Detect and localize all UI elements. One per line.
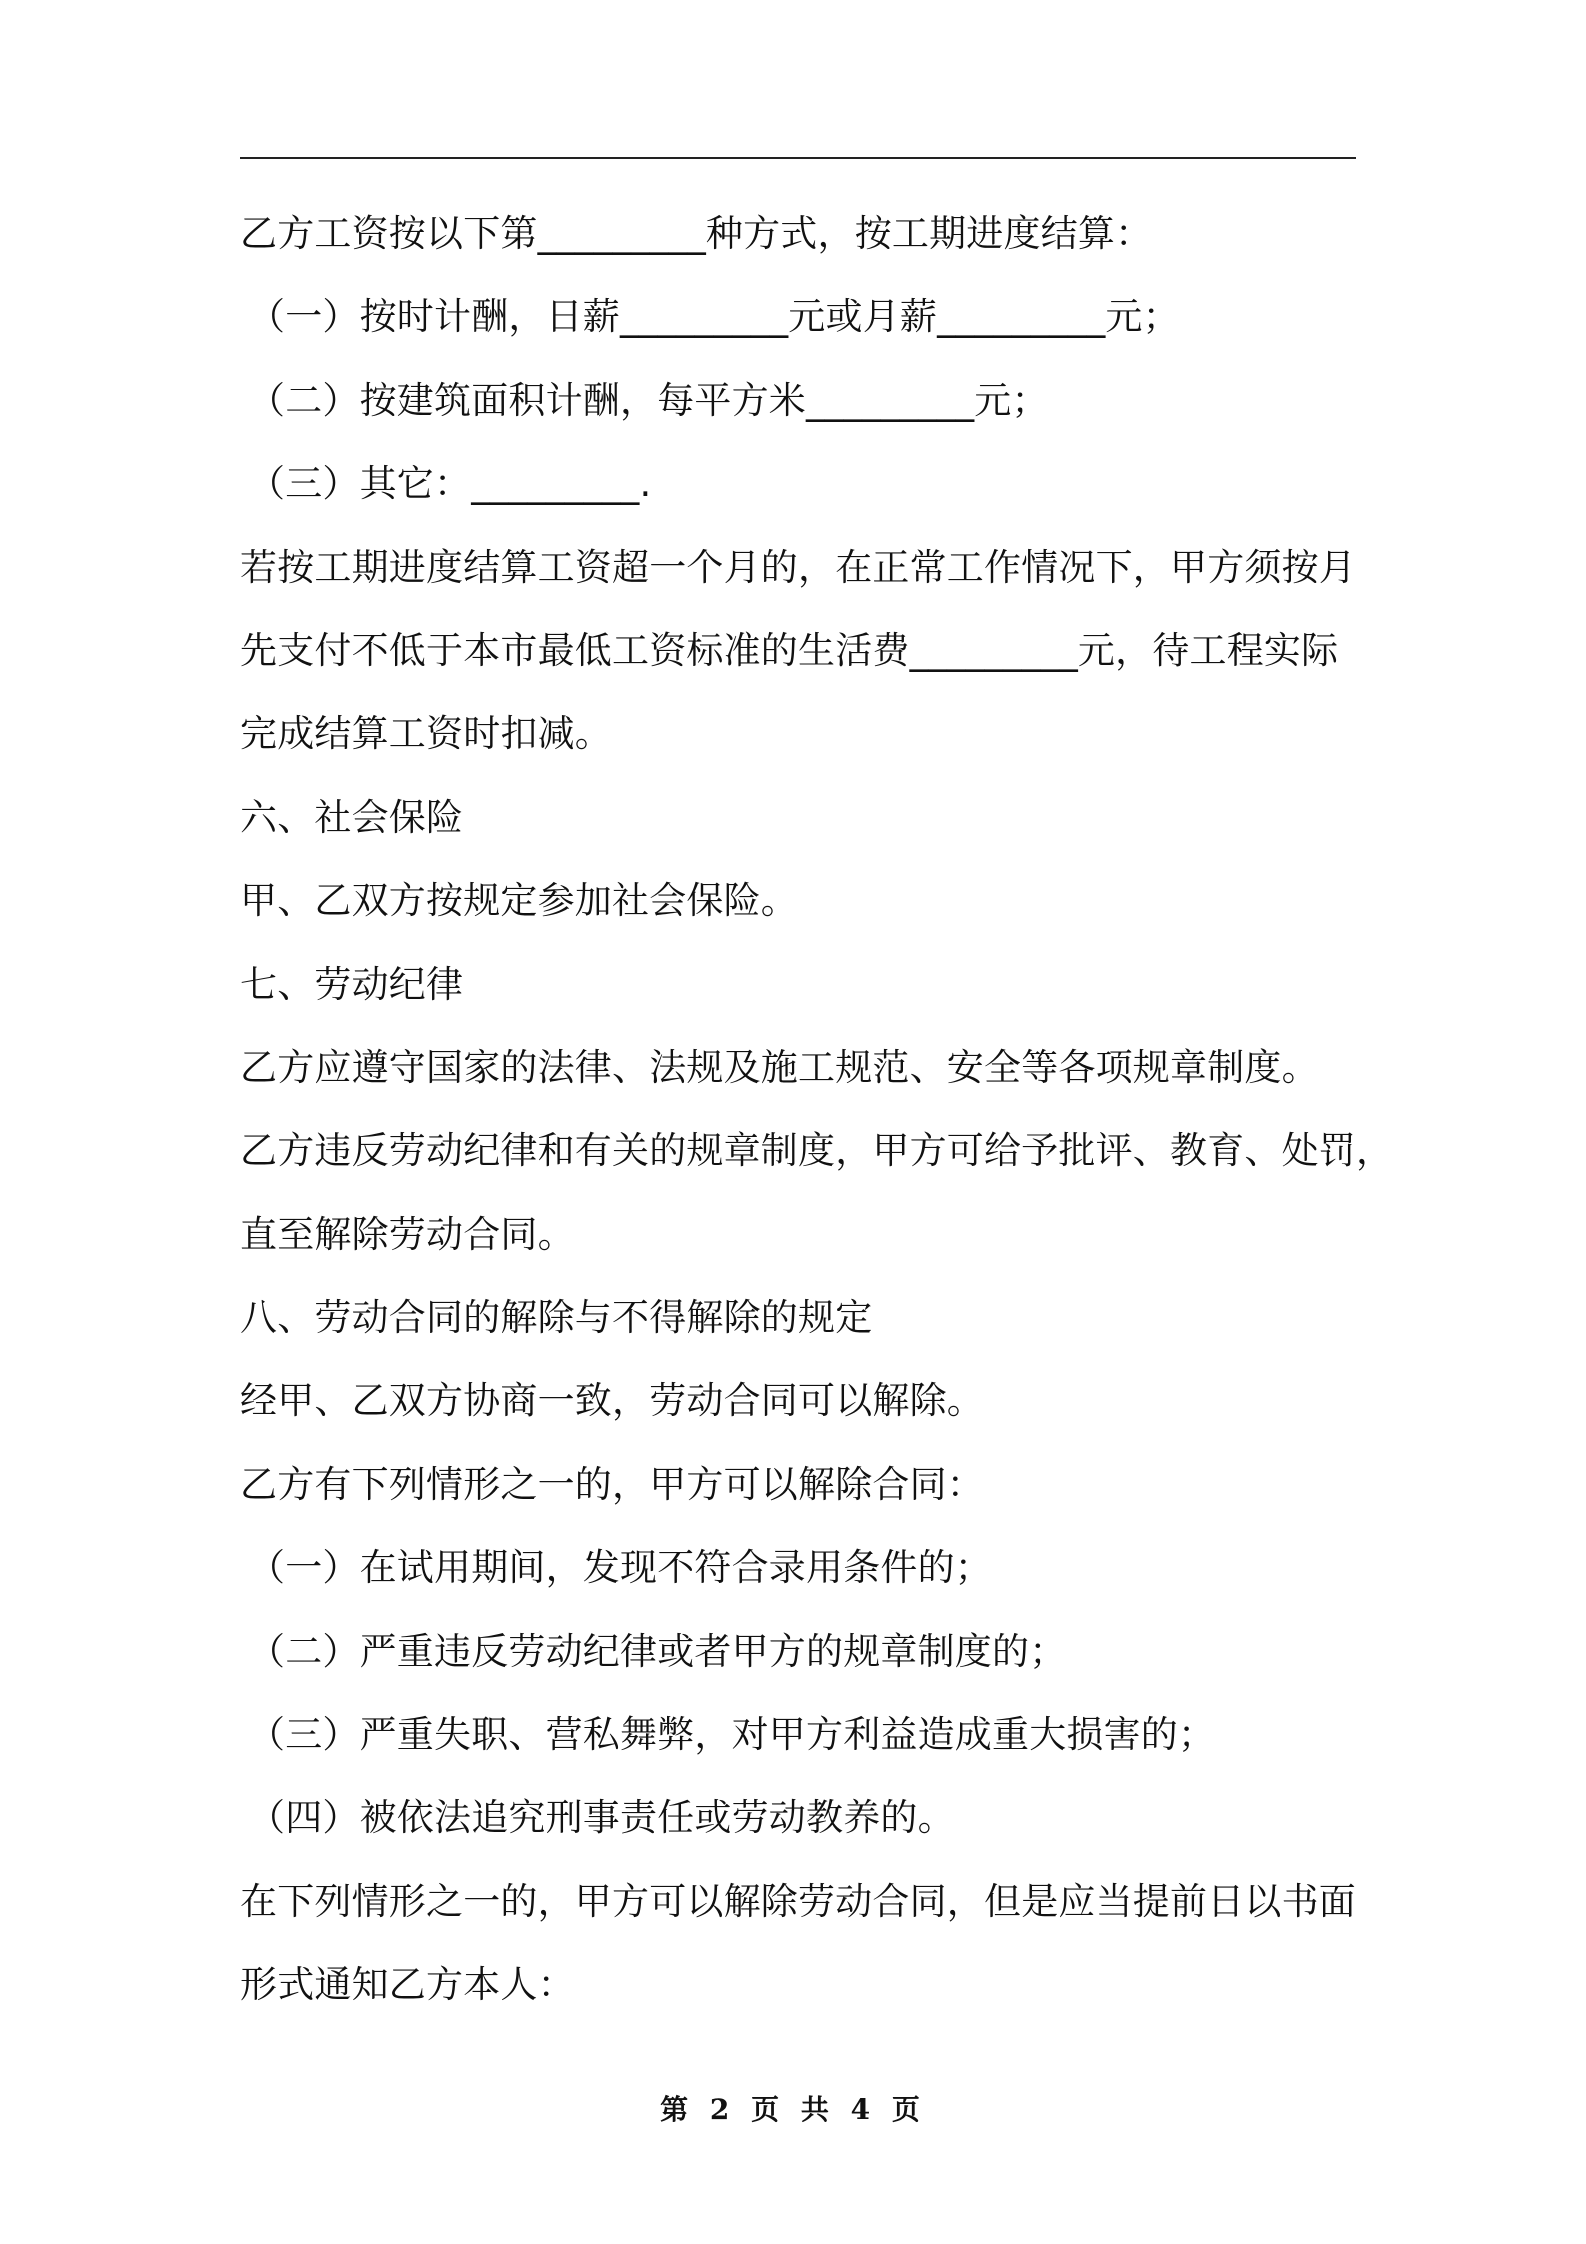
paragraph-line: 乙方工资按以下第_________种方式，按工期进度结算： (240, 212, 1153, 255)
paragraph-line: 甲、乙双方按规定参加社会保险。 (240, 879, 798, 923)
paragraph-line: （三）其它：_________. (248, 462, 652, 506)
section-heading: 六、社会保险 (240, 795, 464, 839)
paragraph-line: （四）被依法追究刑事责任或劳动教养的。 (248, 1796, 955, 1840)
paragraph-line: （三）严重失职、营私舞弊，对甲方利益造成重大损害的； (248, 1713, 1216, 1757)
page-number: 第 2 页 共 4 页 (660, 2093, 926, 2126)
section-heading: 七、劳动纪律 (240, 962, 464, 1006)
paragraph-line: （二）严重违反劳动纪律或者甲方的规章制度的； (248, 1629, 1067, 1673)
document-body (240, 192, 1394, 2027)
paragraph-line: 若按工期进度结算工资超一个月的，在正常工作情况下，甲方须按月 (240, 545, 1356, 589)
paragraph-line: （一）按时计酬，日薪_________元或月薪_________元； (248, 295, 1180, 339)
paragraph-line: 经甲、乙双方协商一致，劳动合同可以解除。 (240, 1379, 984, 1423)
paragraph-line: 乙方有下列情形之一的，甲方可以解除合同： (240, 1462, 984, 1506)
section-heading: 八、劳动合同的解除与不得解除的规定 (240, 1296, 873, 1340)
paragraph-line: 乙方应遵守国家的法律、法规及施工规范、安全等各项规章制度。 (240, 1045, 1319, 1089)
paragraph-line: 乙方违反劳动纪律和有关的规章制度，甲方可给予批评、教育、处罚， (240, 1129, 1394, 1173)
paragraph-line: （二）按建筑面积计酬，每平方米_________元； (248, 378, 1049, 422)
paragraph-line: 形式通知乙方本人： (240, 1963, 575, 2007)
paragraph-line: 直至解除劳动合同。 (240, 1212, 575, 1256)
paragraph-line: （一）在试用期间，发现不符合录用条件的； (248, 1546, 992, 1590)
paragraph-line: 在下列情形之一的，甲方可以解除劳动合同，但是应当提前日以书面 (240, 1879, 1356, 1923)
paragraph-line: 完成结算工资时扣减。 (240, 712, 612, 756)
header-divider (240, 157, 1356, 159)
paragraph-line: 先支付不低于本市最低工资标准的生活费_________元，待工程实际 (240, 628, 1339, 672)
